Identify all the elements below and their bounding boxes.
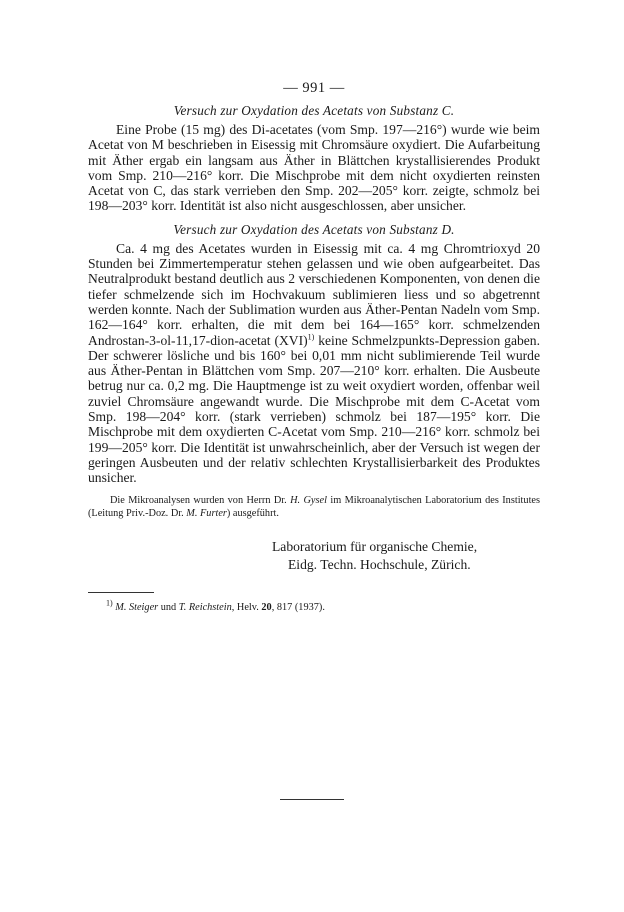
- paragraph-d-part2: keine Schmelzpunkts-Depression gaben. Der schwerer lösliche und bis 160° bei 0,01 mm nicht sublimierende Teil wurde aus Äther-Pentan in Blättchen vom Smp. 207—210° korr. erhalten. Die Ausbeute betrug nur ca. 0,2 mg. Die Hauptmenge ist zu weit oxydiert worden, offenbar weil zuviel Chromsäure angewandt wurde. Die Mischprobe mit dem C-Acetat vom Smp. 198—204° korr. (stark verrieben) schmolz bei 187—195° korr. Die Mischprobe mit dem oxydierten C-Acetat vom Smp. 210—216° korr. schmolz bei 199—205° korr. Die Identität ist unwahrscheinlich, aber der Versuch ist wegen der geringen Ausbeuten und der relativ schlechten Krystallisierbarkeit des Produktes unsicher.: [88, 332, 540, 486]
- end-rule: [280, 799, 344, 800]
- note-name-gysel: H. Gysel: [290, 494, 327, 506]
- footnote-journal: , Helv.: [231, 601, 262, 613]
- footnote-joiner: und: [158, 601, 179, 613]
- paragraph-substance-c: Eine Probe (15 mg) des Di-acetates (vom Smp. 197—216°) wurde wie beim Acetat von M beschrieben in Eisessig mit Chromsäure oxydiert. Die Aufarbeitung mit Äther ergab ein langsam aus Äther in Blättchen krystallisierendes Produkt vom Smp. 210—216° korr. Die Mischprobe mit dem nicht oxydierten reinsten Acetat von C, das stark verrieben den Smp. 202—205° korr. zeigte, schmolz bei 198—203° korr. Identität ist also nicht ausgeschlossen, aber unsicher.: [88, 122, 540, 214]
- paragraph-d-part1: Ca. 4 mg des Acetates wurden in Eisessig mit ca. 4 mg Chromtrioxyd 20 Stunden bei Zimmertemperatur stehen gelassen und wie oben aufgearbeitet. Das Neutralprodukt bestand deutlich aus 2 verschiedenen Komponenten, von denen die tiefer schmelzende sich im Hochvakuum sublimieren liess und so abgetrennt werden konnte. Nach der Sublimation wurden aus Äther-Pentan Nadeln vom Smp. 162—164° korr. erhalten, die mit dem bei 164—165° korr. schmelzenden Androstan-3-ol-11,17-dion-acetat (XVI): [88, 240, 540, 348]
- affiliation-line-2: Eidg. Techn. Hochschule, Zürich.: [288, 556, 471, 572]
- footnote-divider: [88, 592, 154, 593]
- footnote-marker: 1): [106, 598, 113, 608]
- section-heading-d: Versuch zur Oxydation des Acetats von Substanz D.: [173, 221, 455, 237]
- footnote: [88, 598, 540, 614]
- note-name-furter: M. Furter: [186, 507, 227, 519]
- paragraph-substance-d: [88, 241, 540, 486]
- footnote-pages-year: , 817 (1937).: [271, 601, 325, 613]
- page-number: — 991 —: [283, 80, 345, 96]
- footnote-ref[interactable]: 1): [307, 332, 315, 342]
- microanalysis-note: [88, 494, 540, 520]
- affiliation-line-1: Laboratorium für organische Chemie,: [272, 538, 478, 554]
- page-body: [88, 80, 540, 614]
- affiliation: [88, 538, 500, 574]
- note-text-1: Die Mikroanalysen wurden von Herrn Dr.: [110, 494, 291, 506]
- footnote-author-reichstein: T. Reichstein: [178, 601, 232, 613]
- footnote-author-steiger: M. Steiger: [115, 601, 159, 613]
- footnote-volume: 20: [261, 601, 272, 613]
- note-text-2: im Mikroanalytischen Laboratorium des Institutes (Leitung Priv.-Doz. Dr.: [88, 494, 541, 519]
- note-text-3: ) ausgeführt.: [226, 507, 279, 519]
- section-heading-c: Versuch zur Oxydation des Acetats von Substanz C.: [173, 103, 455, 118]
